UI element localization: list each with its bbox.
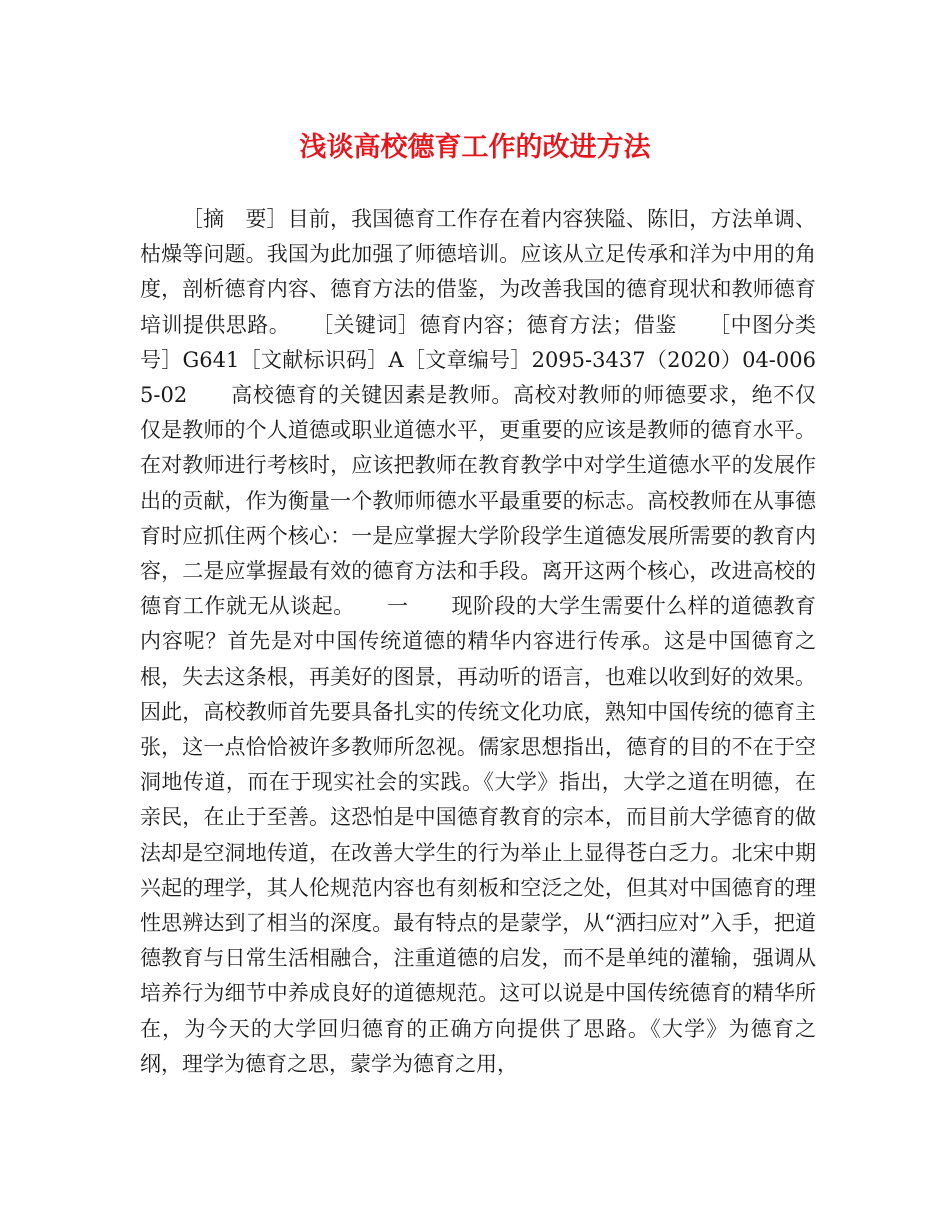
document-title: 浅谈高校德育工作的改进方法 — [299, 132, 651, 163]
document-body-paragraph: ［摘 要］目前，我国德育工作存在着内容狭隘、陈旧，方法单调、枯燥等问题。我国为此加强了师德培训。应该从立足传承和洋为中用的角度，剖析德育内容、德育方法的借鉴，为改善我国的德育现状和教师德育培训提供思路。 ［关键词］德育内容；德育方法；借鉴 ［中图分类号］G641［文献标识码］A［文章编号］2095-3437（2020）04-0065-02 高校德育的关键因素是教师。高校对教师的师德要求，绝不仅仅是教师的个人道德或职业道德水平，更重要的应该是教师的德育水平。在对教师进行考核时，应该把教师在教育教学中对学生道德水平的发展作出的贡献，作为衡量一个教师师德水平最重要的标志。高校教师在从事德育时应抓住两个核心：一是应掌握大学阶段学生道德发展所需要的教育内容，二是应掌握最有效的德育方法和手段。离开这两个核心，改进高校的德育工作就无从谈起。 一 现阶段的大学生需要什么样的道德教育内容呢？首先是对中国传统道德的精华内容进行传承。这是中国德育之根，失去这条根，再美好的图景，再动听的语言，也难以收到好的效果。因此，高校教师首先要具备扎实的传统文化功底，熟知中国传统的德育主张，这一点恰恰被许多教师所忽视。儒家思想指出，德育的目的不在于空洞地传道，而在于现实社会的实践。《大学》指出，大学之道在明德，在亲民，在止于至善。这恐怕是中国德育教育的宗本，而目前大学德育的做法却是空洞地传道，在改善大学生的行为举止上显得苍白乏力。北宋中期兴起的理学，其人伦规范内容也有刻板和空泛之处，但其对中国德育的理性思辨达到了相当的深度。最有特点的是蒙学，从“洒扫应对”入手，把道德教育与日常生活相融合，注重道德的启发，而不是单纯的灌输，强调从培养行为细节中养成良好的道德规范。这可以说是中国传统德育的精华所在，为今天的大学回归德育的正确方向提供了思路。《大学》为德育之纲，理学为德育之思，蒙学为德育之用， — [140, 207, 816, 1076]
